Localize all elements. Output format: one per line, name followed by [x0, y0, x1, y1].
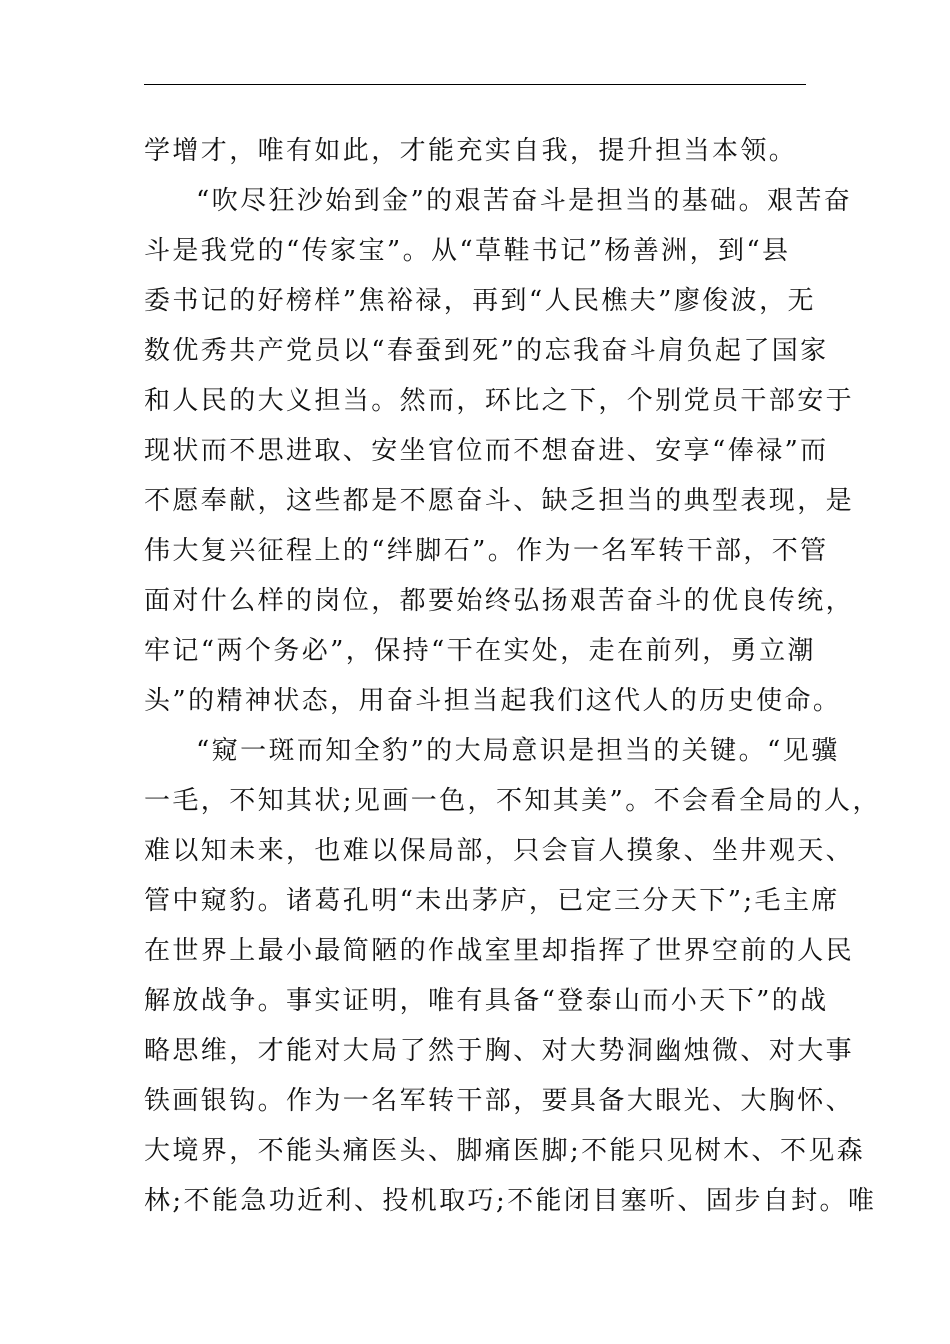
paragraph-start-line: “窥一斑而知全豹”的大局意识是担当的关键。“见骥 — [196, 736, 840, 766]
text-line: 面对什么样的岗位，都要始终弘扬艰苦奋斗的优良传统， — [144, 586, 855, 616]
text-line: 不愿奉献，这些都是不愿奋斗、缺乏担当的典型表现，是 — [144, 486, 855, 516]
header-rule — [144, 84, 806, 85]
text-line: 林;不能急功近利、投机取巧;不能闭目塞听、固步自封。唯 — [144, 1186, 877, 1216]
text-line: 在世界上最小最简陋的作战室里却指挥了世界空前的人民 — [144, 936, 855, 966]
text-line: 伟大复兴征程上的“绊脚石”。作为一名军转干部，不管 — [144, 536, 829, 566]
body-text — [144, 126, 881, 1226]
text-line: 现状而不思进取、安坐官位而不想奋进、安享“俸禄”而 — [144, 436, 829, 466]
paragraph-start-line: “吹尽狂沙始到金”的艰苦奋斗是担当的基础。艰苦奋 — [196, 186, 853, 216]
text-line: 牢记“两个务必”，保持“干在实处，走在前列，勇立潮 — [144, 636, 816, 666]
text-line: 委书记的好榜样”焦裕禄，再到“人民樵夫”廖俊波，无 — [144, 286, 816, 316]
text-line: 铁画银钩。作为一名军转干部，要具备大眼光、大胸怀、 — [144, 1086, 855, 1116]
text-line: 解放战争。事实证明，唯有具备“登泰山而小天下”的战 — [144, 986, 829, 1016]
text-line: 头”的精神状态，用奋斗担当起我们这代人的历史使命。 — [144, 686, 842, 716]
text-line: 斗是我党的“传家宝”。从“草鞋书记”杨善洲，到“县 — [144, 236, 791, 266]
text-line: 学增才，唯有如此，才能充实自我，提升担当本领。 — [144, 136, 798, 166]
text-line: 和人民的大义担当。然而，环比之下，个别党员干部安于 — [144, 386, 855, 416]
text-line: 难以知未来，也难以保局部，只会盲人摸象、坐井观天、 — [144, 836, 855, 866]
text-line: 一毛，不知其状;见画一色，不知其美”。不会看全局的人， — [144, 786, 881, 816]
text-line: 略思维，才能对大局了然于胸、对大势洞幽烛微、对大事 — [144, 1036, 855, 1066]
text-line: 数优秀共产党员以“春蚕到死”的忘我奋斗肩负起了国家 — [144, 336, 829, 366]
text-line: 管中窥豹。诸葛孔明“未出茅庐，已定三分天下”;毛主席 — [144, 886, 840, 916]
text-line: 大境界，不能头痛医头、脚痛医脚;不能只见树木、不见森 — [144, 1136, 866, 1166]
